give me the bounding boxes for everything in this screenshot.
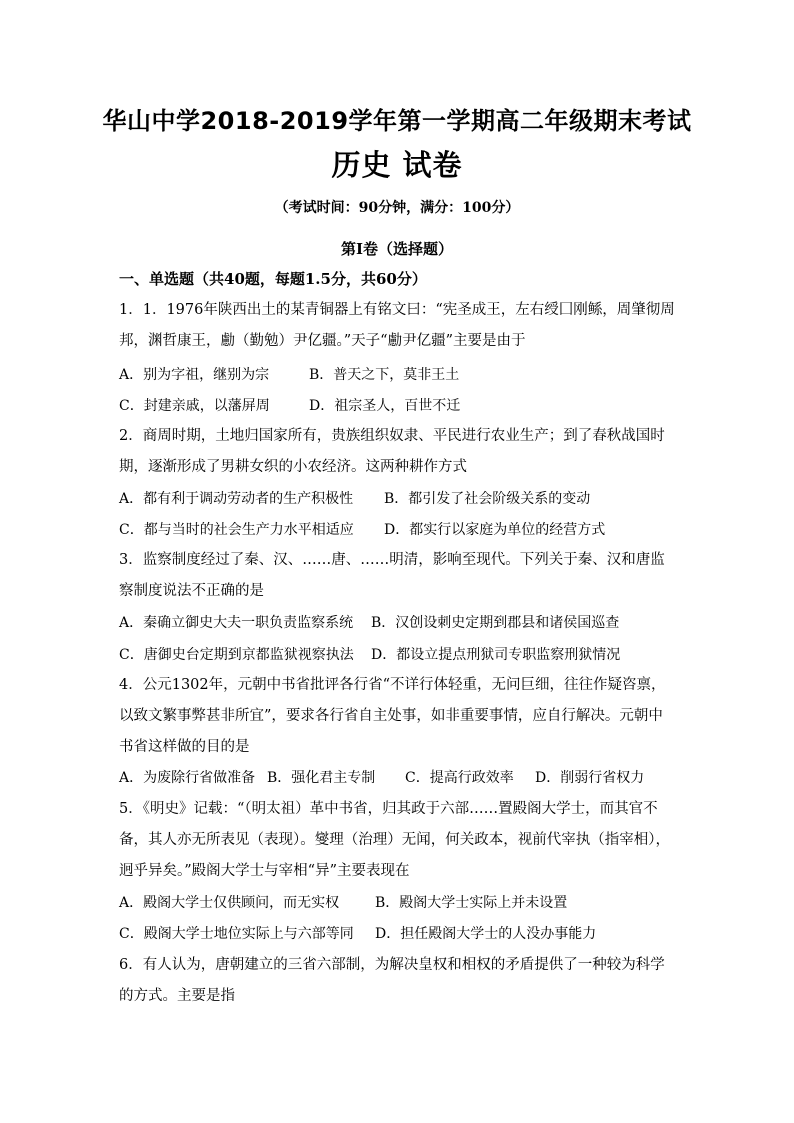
section-heading: 一、单选题（共40题，每题1.5分，共60分） xyxy=(119,270,427,288)
subject-title: 历史 试卷 xyxy=(331,148,463,182)
option: C．殿阁大学士地位实际上与六部等同 xyxy=(119,926,354,942)
option: C．唐御史台定期到京都监狱视察执法 xyxy=(119,647,354,663)
options-row xyxy=(119,489,590,509)
options-row xyxy=(119,924,596,944)
question-stem: 5．《明史》记载：“（明太祖）革中书省，归其政于六部……置殿阁大学士，而其官不备，其人亦无所表见（表现）。燮理（治理）无闻，何关政本，视前代宰执（指宰相），迥乎异矣。”殿阁大学士与宰相“异”主要表现在 xyxy=(119,801,670,879)
option: A．都有利于调动劳动者的生产积极性 xyxy=(119,491,354,507)
option: C．提高行政效率 xyxy=(405,770,514,786)
question-stem: 2．商周时期，土地归国家所有，贵族组织奴隶、平民进行农业生产；到了春秋战国时期，逐渐形成了男耕女织的小农经济。这两种耕作方式 xyxy=(119,428,665,475)
option: B．汉创设刺史定期到郡县和诸侯国巡查 xyxy=(371,615,620,631)
options-row xyxy=(119,613,619,633)
option: B．殿阁大学士实际上并未设置 xyxy=(375,895,568,911)
options-row xyxy=(119,893,567,913)
option: B．强化君主专制 xyxy=(267,770,376,786)
options-row xyxy=(119,396,460,416)
options-row xyxy=(119,365,459,385)
option: B．都引发了社会阶级关系的变动 xyxy=(384,491,591,507)
option: D．都设立提点刑狱司专职监察刑狱情况 xyxy=(371,647,621,663)
options-row xyxy=(119,520,605,540)
question-stem: 6．有人认为，唐朝建立的三省六部制，为解决皇权和相权的矛盾提供了一种较为科学的方式。主要是指 xyxy=(119,957,665,1004)
option: B．普天之下，莫非王土 xyxy=(309,367,460,383)
option: D．祖宗圣人，百世不迁 xyxy=(309,398,461,414)
question-stem: 3．监察制度经过了秦、汉、……唐、……明清，影响至现代。下列关于秦、汉和唐监察制度说法不正确的是 xyxy=(119,552,665,599)
volume-heading: 第Ⅰ卷（选择题） xyxy=(340,240,454,258)
options-row xyxy=(119,645,620,665)
option: A．秦确立御史大夫一职负责监察系统 xyxy=(119,615,354,631)
option: C．封建亲戚，以藩屏周 xyxy=(119,398,270,414)
option: D．削弱行省权力 xyxy=(535,770,645,786)
exam-info: （考试时间：90分钟，满分：100分） xyxy=(274,200,520,216)
option: A．为废除行省做准备 xyxy=(119,770,256,786)
option: C．都与当时的社会生产力水平相适应 xyxy=(119,522,354,538)
option: A．别为字祖，继别为宗 xyxy=(119,367,270,383)
option: A．殿阁大学士仅供顾问，而无实权 xyxy=(119,895,340,911)
option: D．担任殿阁大学士的人没办事能力 xyxy=(375,926,597,942)
question-stem: 1．1．1976年陕西出土的某青铜器上有铭文曰：“宪圣成王，左右绶囗刚鲧，周肇彻周邦，渊哲康王，勴（勤勉）尹亿疆。”天子“勴尹亿疆”主要是由于 xyxy=(119,302,675,349)
options-row xyxy=(119,768,644,788)
option: D．都实行以家庭为单位的经营方式 xyxy=(384,522,606,538)
question-stem: 4．公元1302年，元朝中书省批评各行省“不详行体轻重，无问巨细，往往作疑咨禀，以致文繁事弊甚非所宜”，要求各行省自主处事，如非重要事情，应自行解决。元朝中书省这样做的目的是 xyxy=(119,677,666,755)
exam-title: 华山中学2018-2019学年第一学期高二年级期末考试 xyxy=(102,107,692,135)
